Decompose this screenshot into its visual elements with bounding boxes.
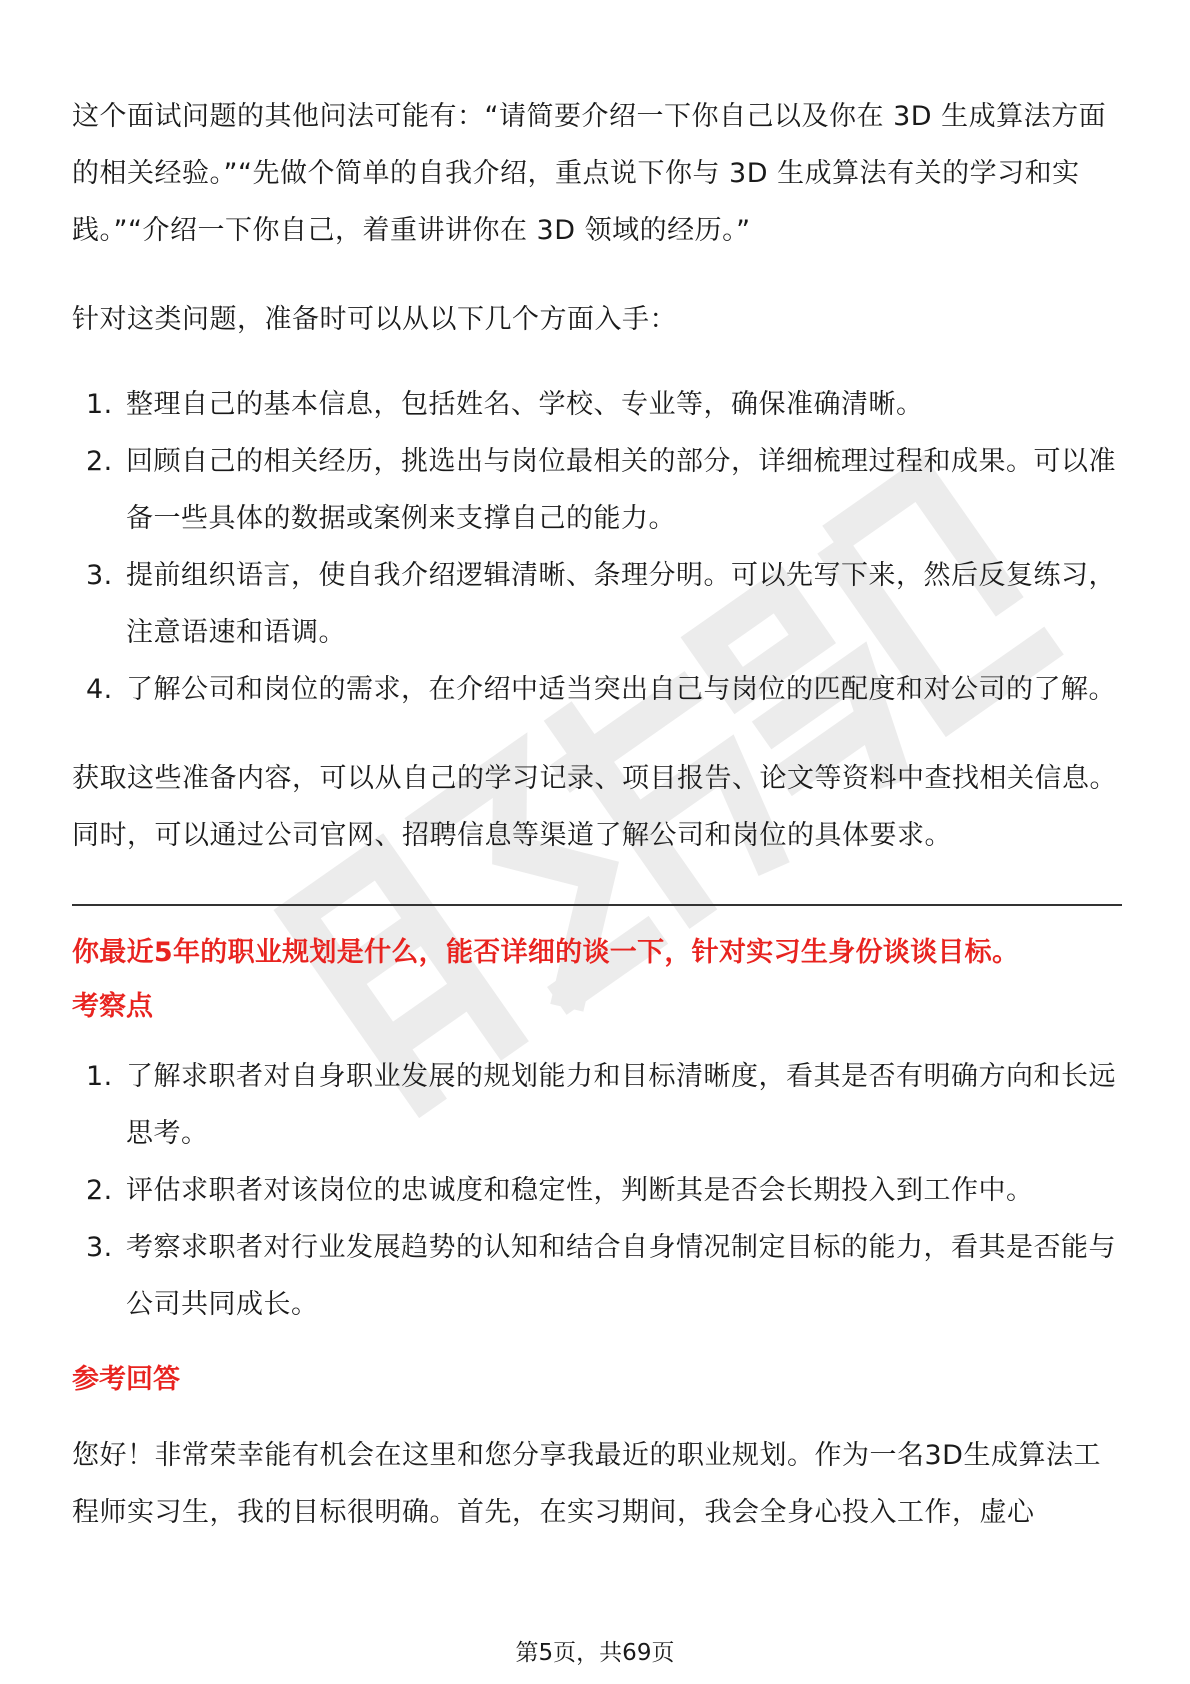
document-page [72,88,1122,1541]
page-footer: 第5页，共69页 [515,1640,675,1666]
list-item [72,376,1122,433]
list-item [72,547,1122,661]
prep-steps-list [72,376,1122,718]
list-item [72,433,1122,547]
list-item [72,1219,1122,1333]
list-item-text: 了解公司和岗位的需求，在介绍中适当突出自己与岗位的匹配度和对公司的了解。 [126,674,1116,705]
list-number: 1. [86,1061,113,1092]
prep-sources-paragraph: 获取这些准备内容，可以从自己的学习记录、项目报告、论文等资料中查找相关信息。同时，可以通过公司官网、招聘信息等渠道了解公司和岗位的具体要求。 [72,763,1117,851]
focus-heading: 考察点 [72,991,153,1022]
list-number: 2. [86,446,113,477]
list-item-text: 提前组织语言，使自我介绍逻辑清晰、条理分明。可以先写下来，然后反复练习，注意语速和语调。 [126,560,1116,648]
list-number: 1. [86,389,113,420]
list-item [72,661,1122,718]
section-divider [72,904,1122,906]
list-number: 3. [86,560,113,591]
answer-paragraph: 您好！非常荣幸能有机会在这里和您分享我最近的职业规划。作为一名3D生成算法工程师实习生，我的目标很明确。首先，在实习期间，我会全身心投入工作，虚心 [72,1440,1101,1528]
list-item [72,1162,1122,1219]
list-item-text: 整理自己的基本信息，包括姓名、学校、专业等，确保准确清晰。 [126,389,924,420]
list-item-text: 回顾自己的相关经历，挑选出与岗位最相关的部分，详细梳理过程和成果。可以准备一些具体的数据或案例来支撑自己的能力。 [126,446,1116,534]
answer-heading: 参考回答 [72,1364,180,1395]
list-number: 3. [86,1232,113,1263]
question-title: 你最近5年的职业规划是什么，能否详细的谈一下，针对实习生身份谈谈目标。 [72,937,1020,968]
prep-lead-text: 针对这类问题，准备时可以从以下几个方面入手： [72,304,677,335]
list-item-text: 评估求职者对该岗位的忠诚度和稳定性，判断其是否会长期投入到工作中。 [126,1175,1034,1206]
focus-points-list [72,1048,1122,1333]
list-item-text: 考察求职者对行业发展趋势的认知和结合自身情况制定目标的能力，看其是否能与公司共同成长。 [126,1232,1116,1320]
list-item [72,1048,1122,1162]
intro-paragraph: 这个面试问题的其他问法可能有：“请简要介绍一下你自己以及你在 3D 生成算法方面的相关经验。”“先做个简单的自我介绍，重点说下你与 3D 生成算法有关的学习和实践。”“介绍一下你自己，着重讲讲你在 3D 领域的经历。” [72,101,1107,246]
list-item-text: 了解求职者对自身职业发展的规划能力和目标清晰度，看其是否有明确方向和长远思考。 [126,1061,1116,1149]
list-number: 4. [86,674,113,705]
list-number: 2. [86,1175,113,1206]
